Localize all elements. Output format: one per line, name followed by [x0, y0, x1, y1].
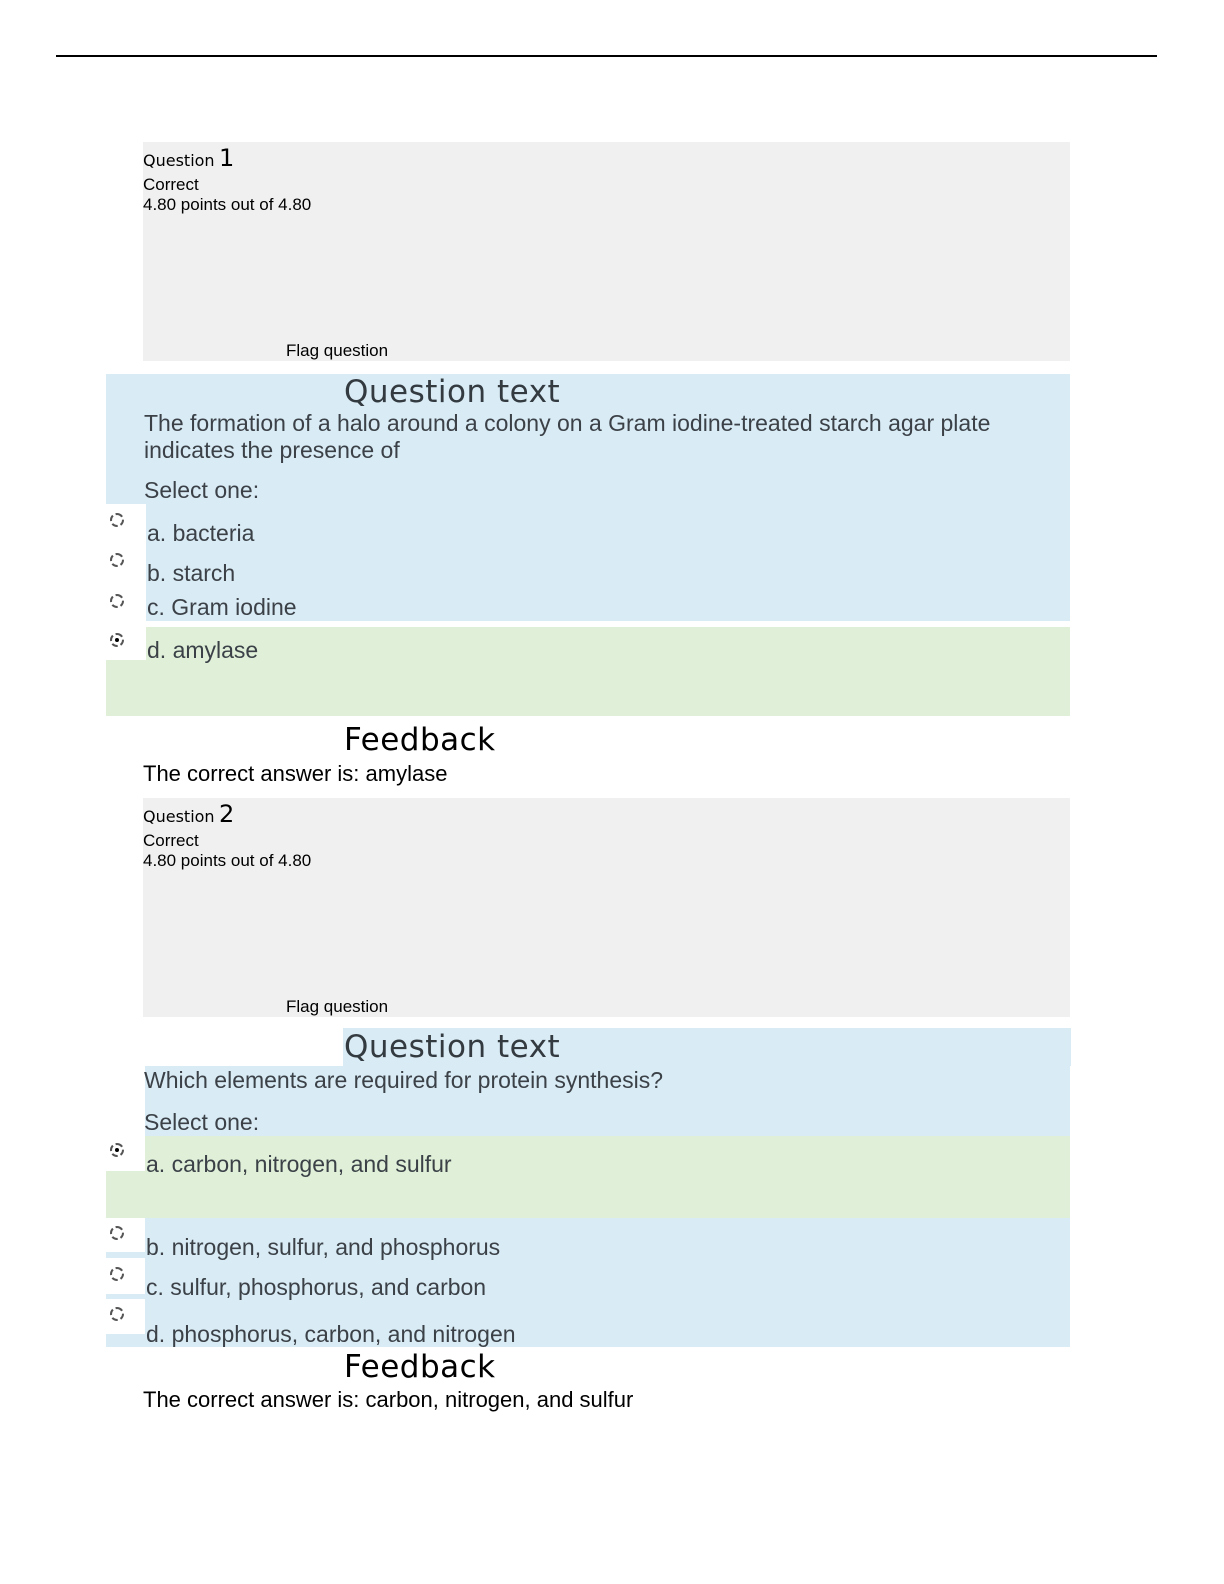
question-2-text-heading: Question text: [344, 1029, 561, 1065]
question-1-heading: [143, 144, 234, 172]
question-1-option-c-radio[interactable]: [110, 594, 124, 608]
question-1-feedback-heading: Feedback: [344, 722, 496, 758]
question-1-option-d[interactable]: d. amylase: [147, 637, 259, 663]
question-number: 1: [219, 144, 235, 172]
question-2-flag-button[interactable]: Flag question: [286, 997, 389, 1016]
question-1-select-label: Select one:: [144, 477, 260, 503]
question-1-feedback: The correct answer is: amylase: [143, 761, 448, 786]
question-2-status: Correct: [143, 831, 199, 850]
question-number: 2: [219, 800, 235, 828]
question-label: Question: [143, 807, 215, 826]
question-2-option-a[interactable]: a. carbon, nitrogen, and sulfur: [146, 1151, 452, 1177]
question-1-option-b[interactable]: b. starch: [147, 560, 236, 586]
question-1-points: 4.80 points out of 4.80: [143, 195, 312, 214]
question-1-info-box: [143, 142, 1070, 361]
question-2-option-d[interactable]: d. phosphorus, carbon, and nitrogen: [146, 1321, 516, 1347]
question-2-option-a-radio[interactable]: [110, 1143, 124, 1157]
question-2-option-d-radio[interactable]: [110, 1307, 124, 1321]
question-2-select-label: Select one:: [144, 1109, 260, 1135]
question-2-feedback: The correct answer is: carbon, nitrogen, and sulfur: [143, 1387, 634, 1412]
question-2-points: 4.80 points out of 4.80: [143, 851, 312, 870]
question-1-text-heading: Question text: [344, 374, 561, 410]
question-1-option-d-radio[interactable]: [110, 633, 124, 647]
question-1-option-b-radio[interactable]: [110, 553, 124, 567]
question-label: Question: [143, 151, 215, 170]
question-1-option-a-radio[interactable]: [110, 513, 124, 527]
question-1-option-c[interactable]: c. Gram iodine: [147, 594, 297, 620]
question-1-status: Correct: [143, 175, 199, 194]
question-2-option-b-radio[interactable]: [110, 1226, 124, 1240]
question-2-option-c[interactable]: c. sulfur, phosphorus, and carbon: [146, 1274, 487, 1300]
question-2-option-b[interactable]: b. nitrogen, sulfur, and phosphorus: [146, 1234, 501, 1260]
question-1-text: The formation of a halo around a colony on a Gram iodine-treated starch agar plate indicates the presence of: [144, 410, 991, 463]
question-1-flag-button[interactable]: Flag question: [286, 341, 389, 360]
question-1-option-a[interactable]: a. bacteria: [147, 520, 255, 546]
question-2-option-c-radio[interactable]: [110, 1267, 124, 1281]
question-2-feedback-heading: Feedback: [344, 1349, 496, 1385]
question-2-text: Which elements are required for protein synthesis?: [144, 1067, 664, 1093]
question-2-heading: [143, 800, 234, 828]
top-divider: [56, 55, 1157, 57]
question-2-info-box: [143, 798, 1070, 1017]
